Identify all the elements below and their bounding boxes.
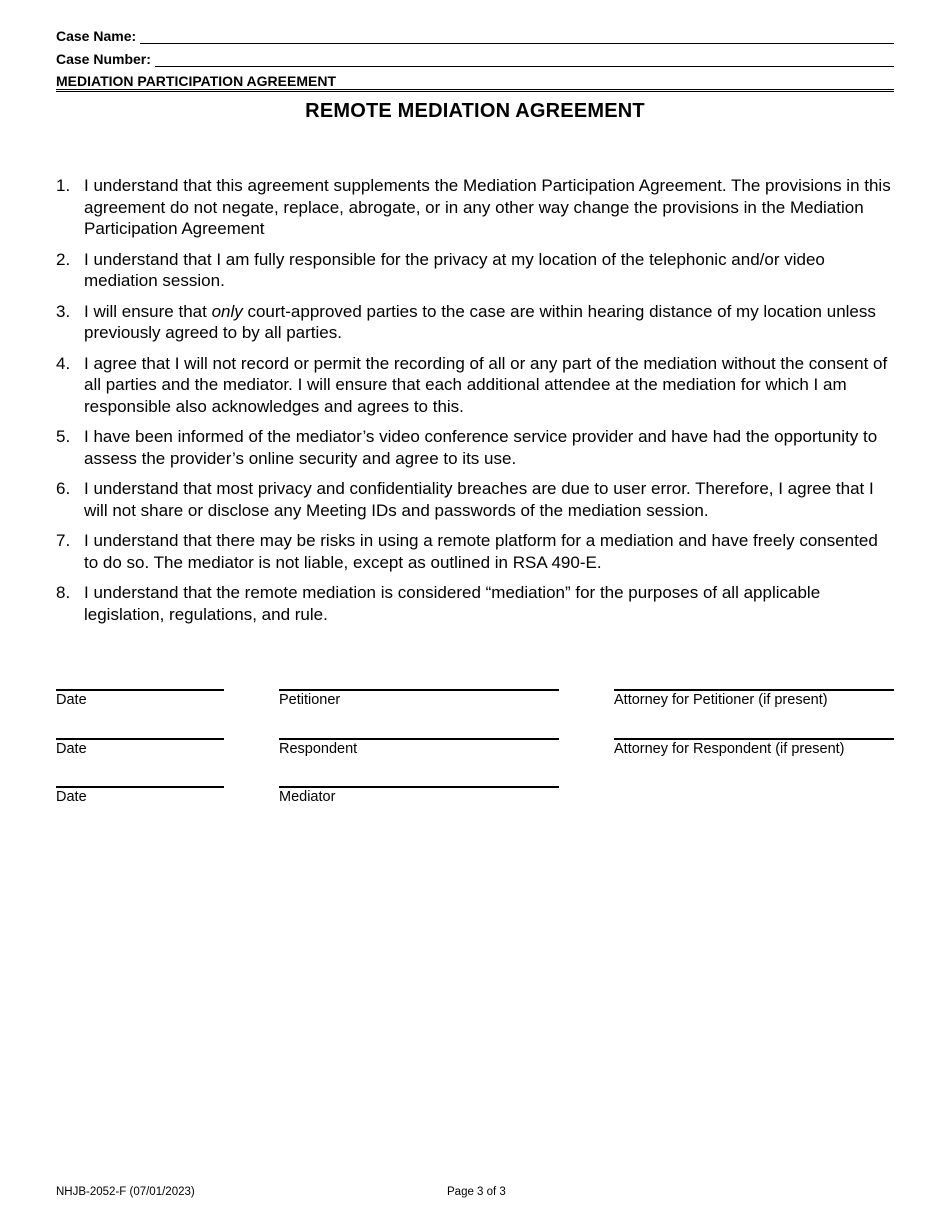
list-item bbox=[56, 301, 896, 344]
respondent-label: Respondent bbox=[279, 741, 358, 757]
respondent-signature-line[interactable] bbox=[279, 738, 559, 740]
case-number-label: Case Number: bbox=[56, 51, 151, 67]
attorney-respondent-label: Attorney for Respondent (if present) bbox=[614, 741, 845, 757]
case-name-field[interactable] bbox=[140, 29, 894, 44]
attorney-petitioner-label: Attorney for Petitioner (if present) bbox=[614, 692, 828, 708]
item-number: 8. bbox=[56, 583, 71, 602]
date-label-3: Date bbox=[56, 789, 87, 805]
item-number: 6. bbox=[56, 479, 71, 498]
item-number: 2. bbox=[56, 249, 71, 269]
case-name-label: Case Name: bbox=[56, 28, 137, 44]
item-text: I agree that I will not record or permit the recording of all or any part of the mediation without the consent of all parties and the mediator. I will ensure that each additional attendee at the mediation for which I am responsible also acknowledges and agrees to this. bbox=[84, 353, 888, 416]
item-text: I understand that this agreement supplements the Mediation Participation Agreement. The provisions in this agreement do not negate, replace, abrogate, or in any other way change the provisions in the Mediation Participation Agreement bbox=[84, 176, 891, 238]
item-text bbox=[84, 301, 896, 344]
item-text-emphasis: only bbox=[211, 301, 243, 321]
list-item bbox=[56, 582, 896, 625]
case-number-row bbox=[56, 51, 894, 67]
item-number: 1. bbox=[56, 176, 71, 195]
item-number: 7. bbox=[56, 531, 71, 550]
case-name-row bbox=[56, 28, 894, 44]
item-text: I understand that the remote mediation is considered “mediation” for the purposes of all applicable legislation, regulations, and rule. bbox=[84, 583, 821, 624]
header-divider bbox=[56, 91, 894, 92]
form-section-label: MEDIATION PARTICIPATION AGREEMENT bbox=[56, 73, 336, 89]
date-signature-line-2[interactable] bbox=[56, 738, 224, 740]
item-text-after: court-approved parties to the case are within hearing distance of my location unless previously agreed to by all parties. bbox=[84, 301, 876, 342]
item-text: I understand that most privacy and confidentiality breaches are due to user error. Therefore, I agree that I will not share or disclose any Meeting IDs and passwords of the mediation session. bbox=[84, 479, 874, 520]
form-section-row bbox=[56, 73, 894, 90]
item-text: I understand that I am fully responsible for the privacy at my location of the telephonic and/or video mediation session. bbox=[84, 249, 825, 290]
list-item bbox=[56, 353, 896, 418]
list-item bbox=[56, 426, 896, 469]
list-item bbox=[56, 175, 896, 240]
item-number: 5. bbox=[56, 427, 71, 446]
item-text-before: I will ensure that bbox=[84, 301, 212, 321]
list-item bbox=[56, 530, 896, 573]
item-number: 3. bbox=[56, 301, 71, 321]
date-signature-line-1[interactable] bbox=[56, 689, 224, 691]
form-section-rule bbox=[336, 75, 894, 90]
page-title: REMOTE MEDIATION AGREEMENT bbox=[305, 100, 645, 122]
item-text: I have been informed of the mediator’s video conference service provider and have had the opportunity to assess the provider’s online security and agree to its use. bbox=[84, 427, 878, 468]
date-label-1: Date bbox=[56, 692, 87, 708]
list-item bbox=[56, 478, 896, 521]
attorney-respondent-signature-line[interactable] bbox=[614, 738, 894, 740]
case-number-field[interactable] bbox=[155, 52, 894, 67]
petitioner-label: Petitioner bbox=[279, 692, 341, 708]
date-signature-line-3[interactable] bbox=[56, 786, 224, 788]
attorney-petitioner-signature-line[interactable] bbox=[614, 689, 894, 691]
form-id: NHJB-2052-F (07/01/2023) bbox=[56, 1186, 195, 1198]
petitioner-signature-line[interactable] bbox=[279, 689, 559, 691]
item-number: 4. bbox=[56, 353, 71, 373]
item-text: I understand that there may be risks in using a remote platform for a mediation and have freely consented to do so. The mediator is not liable, except as outlined in RSA 490-E. bbox=[84, 531, 878, 572]
date-label-2: Date bbox=[56, 741, 87, 757]
agreement-list bbox=[56, 175, 896, 634]
page-number: Page 3 of 3 bbox=[447, 1186, 506, 1198]
mediator-label: Mediator bbox=[279, 789, 336, 805]
list-item bbox=[56, 249, 896, 292]
mediator-signature-line[interactable] bbox=[279, 786, 559, 788]
